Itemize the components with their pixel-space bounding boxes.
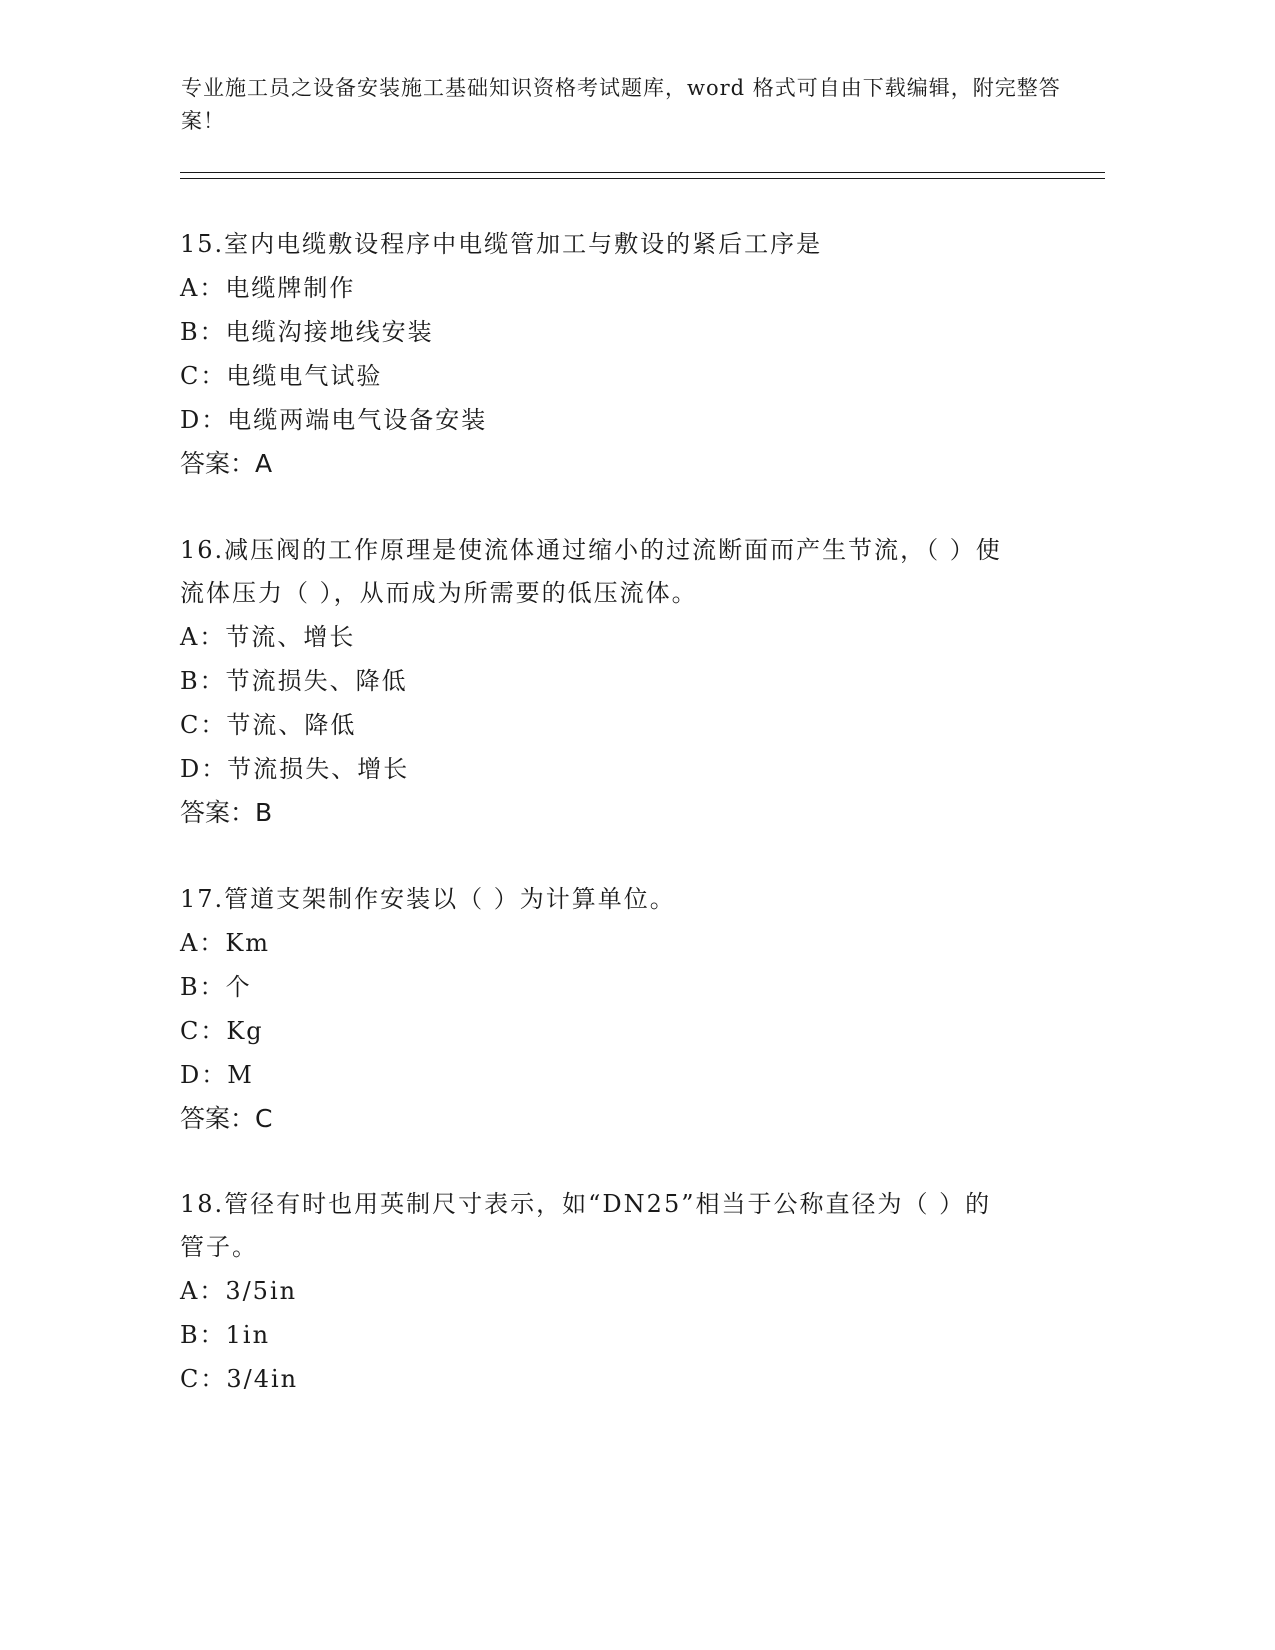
option-b: B：节流损失、降低 (180, 667, 408, 695)
option-a: A：Km (180, 929, 271, 957)
option-b: B：电缆沟接地线安装 (180, 318, 434, 346)
option-c: C：节流、降低 (180, 711, 357, 739)
header-rule-top (180, 172, 1105, 173)
document-header: 专业施工员之设备安装施工基础知识资格考试题库，word 格式可自由下载编辑，附完整答案！ (181, 76, 1061, 133)
option-c: C：Kg (180, 1017, 264, 1045)
question-17 (180, 878, 1040, 1141)
header-rule-bottom (180, 178, 1105, 179)
question-title: 15.室内电缆敷设程序中电缆管加工与敷设的紧后工序是 (180, 230, 823, 258)
question-title: 18.管径有时也用英制尺寸表示，如“DN25”相当于公称直径为（ ）的管子。 (180, 1190, 992, 1261)
option-d: D：M (180, 1061, 254, 1089)
question-title: 17.管道支架制作安装以（ ）为计算单位。 (180, 885, 676, 913)
answer-line: 答案：A (180, 449, 273, 478)
question-18 (180, 1183, 1010, 1401)
option-a: A：3/5in (180, 1277, 298, 1305)
option-d: D：电缆两端电气设备安装 (180, 406, 488, 434)
answer-line: 答案：C (180, 1104, 273, 1133)
answer-line: 答案：B (180, 798, 273, 827)
option-d: D：节流损失、增长 (180, 755, 410, 783)
option-b: B：1in (180, 1321, 271, 1349)
option-c: C：电缆电气试验 (180, 362, 383, 390)
option-b: B：个 (180, 973, 252, 1001)
question-15 (180, 223, 1040, 486)
question-16 (180, 529, 1010, 835)
question-title: 16.减压阀的工作原理是使流体通过缩小的过流断面而产生节流，（ ）使流体压力（ ），从而成为所需要的低压流体。 (180, 536, 1002, 607)
option-a: A：电缆牌制作 (180, 274, 356, 302)
option-c: C：3/4in (180, 1365, 299, 1393)
option-a: A：节流、增长 (180, 623, 356, 651)
